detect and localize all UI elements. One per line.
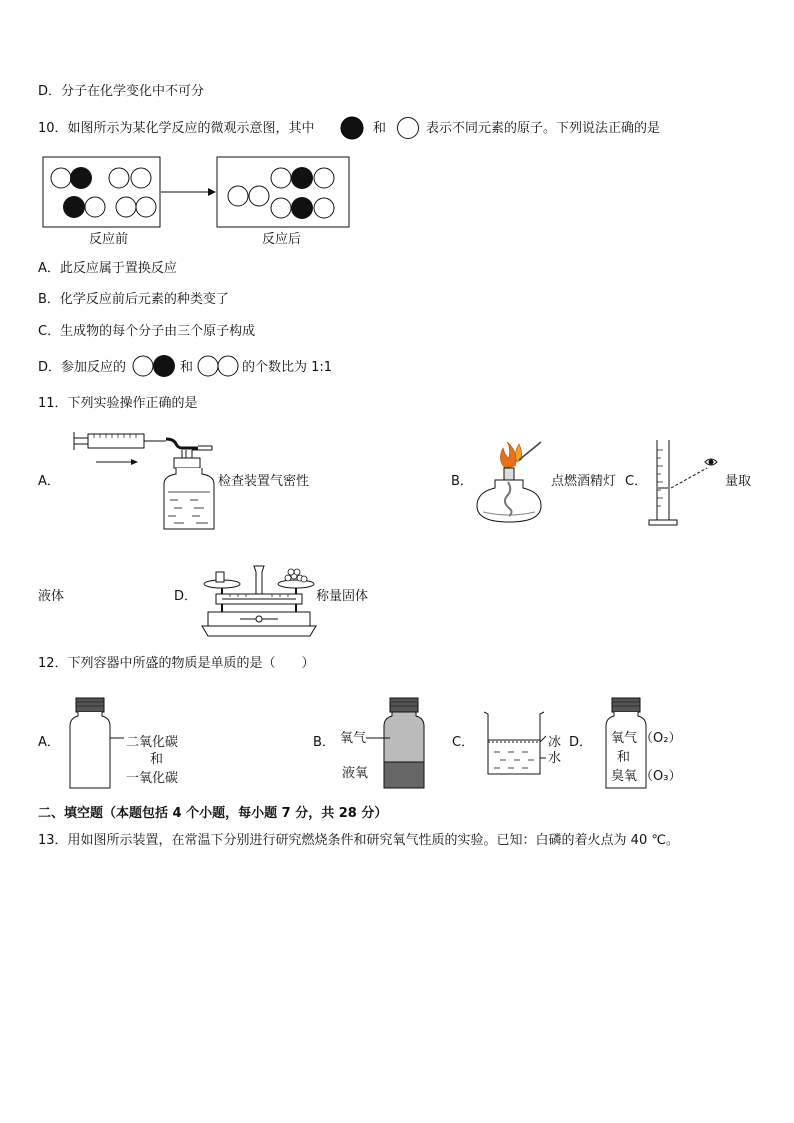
q10-option-b: B．化学反应前后元素的种类变了 — [38, 292, 229, 307]
q12-stem: 12．下列容器中所盛的物质是单质的是（ ） — [38, 656, 315, 671]
molecule-aba-2 — [271, 197, 334, 219]
q12-b-bottom-label: 液氧 — [342, 766, 369, 781]
q12-d-line3: 臭氧 — [611, 769, 638, 784]
q11-option-a-text: 检查装置气密性 — [218, 474, 310, 489]
q12-a-line2: 和 — [150, 752, 164, 767]
label-after-reaction: 反应后 — [262, 232, 302, 247]
bottle-a-image — [66, 696, 130, 792]
q11-option-b-letter: B． — [451, 474, 473, 489]
q10-option-c: C．生成物的每个分子由三个原子构成 — [38, 324, 256, 339]
beaker-c-image — [482, 708, 552, 778]
q11-option-a-letter: A． — [38, 474, 60, 489]
q10-option-d-part2: 的个数比为 1:1 — [242, 360, 333, 375]
q12-d-line2: 和 — [617, 750, 631, 765]
q10-option-a: A．此反应属于置换反应 — [38, 261, 177, 276]
q13-stem: 13．用如图所示装置，在常温下分别进行研究燃烧条件和研究氧气性质的实验。已知：白磷的着火点为 40 ℃。 — [38, 833, 679, 848]
q12-d-formula-o2: （O₂） — [640, 731, 682, 746]
q12-option-a-letter: A． — [38, 735, 60, 750]
q12-c-ice: 冰 — [548, 735, 562, 750]
alcohol-lamp-image — [475, 438, 545, 528]
q11-option-b-text: 点燃酒精灯 — [551, 474, 617, 489]
q10-stem-part2: 表示不同元素的原子。下列说法正确的是 — [426, 121, 661, 136]
balance-scale-image — [200, 562, 320, 640]
q11-option-c-text-continued: 液体 — [38, 589, 65, 604]
q10-option-d-part1: D．参加反应的 — [38, 360, 127, 375]
q10-stem-part1: 10．如图所示为某化学反应的微观示意图，其中 — [38, 121, 315, 136]
airtightness-apparatus-image — [70, 428, 220, 533]
black-atom-icon — [338, 116, 368, 142]
reaction-diagram — [40, 154, 360, 234]
q12-d-formula-o3: （O₃） — [640, 769, 682, 784]
molecule-aba-1 — [271, 167, 334, 189]
q12-a-line1: 二氧化碳 — [126, 735, 179, 750]
q10-stem-and: 和 — [373, 121, 387, 136]
q11-option-c-text: 量取 — [725, 474, 752, 489]
q12-c-water: 水 — [548, 751, 562, 766]
q12-option-b-letter: B． — [313, 735, 335, 750]
q12-a-line3: 一氧化碳 — [126, 771, 179, 786]
q12-b-top-label: 氧气 — [340, 731, 367, 746]
section-2-heading: 二、填空题（本题包括 4 个小题，每小题 7 分，共 28 分） — [38, 806, 388, 821]
q12-d-line1: 氧气 — [611, 731, 638, 746]
q11-option-d-text: 称量固体 — [316, 589, 369, 604]
graduated-cylinder-image — [645, 438, 725, 528]
q10-option-d-and: 和 — [180, 360, 194, 375]
q11-stem: 11．下列实验操作正确的是 — [38, 396, 198, 411]
q9-option-d: D．分子在化学变化中不可分 — [38, 84, 205, 99]
label-before-reaction: 反应前 — [89, 232, 129, 247]
q11-option-d-letter: D． — [174, 589, 198, 604]
ab-molecule-icon — [132, 355, 178, 379]
q12-option-d-letter: D． — [569, 735, 593, 750]
white-atom-icon — [396, 116, 426, 142]
q12-option-c-letter: C． — [452, 735, 475, 750]
q11-option-c-letter: C． — [625, 474, 648, 489]
aa-molecule-icon — [197, 355, 241, 379]
